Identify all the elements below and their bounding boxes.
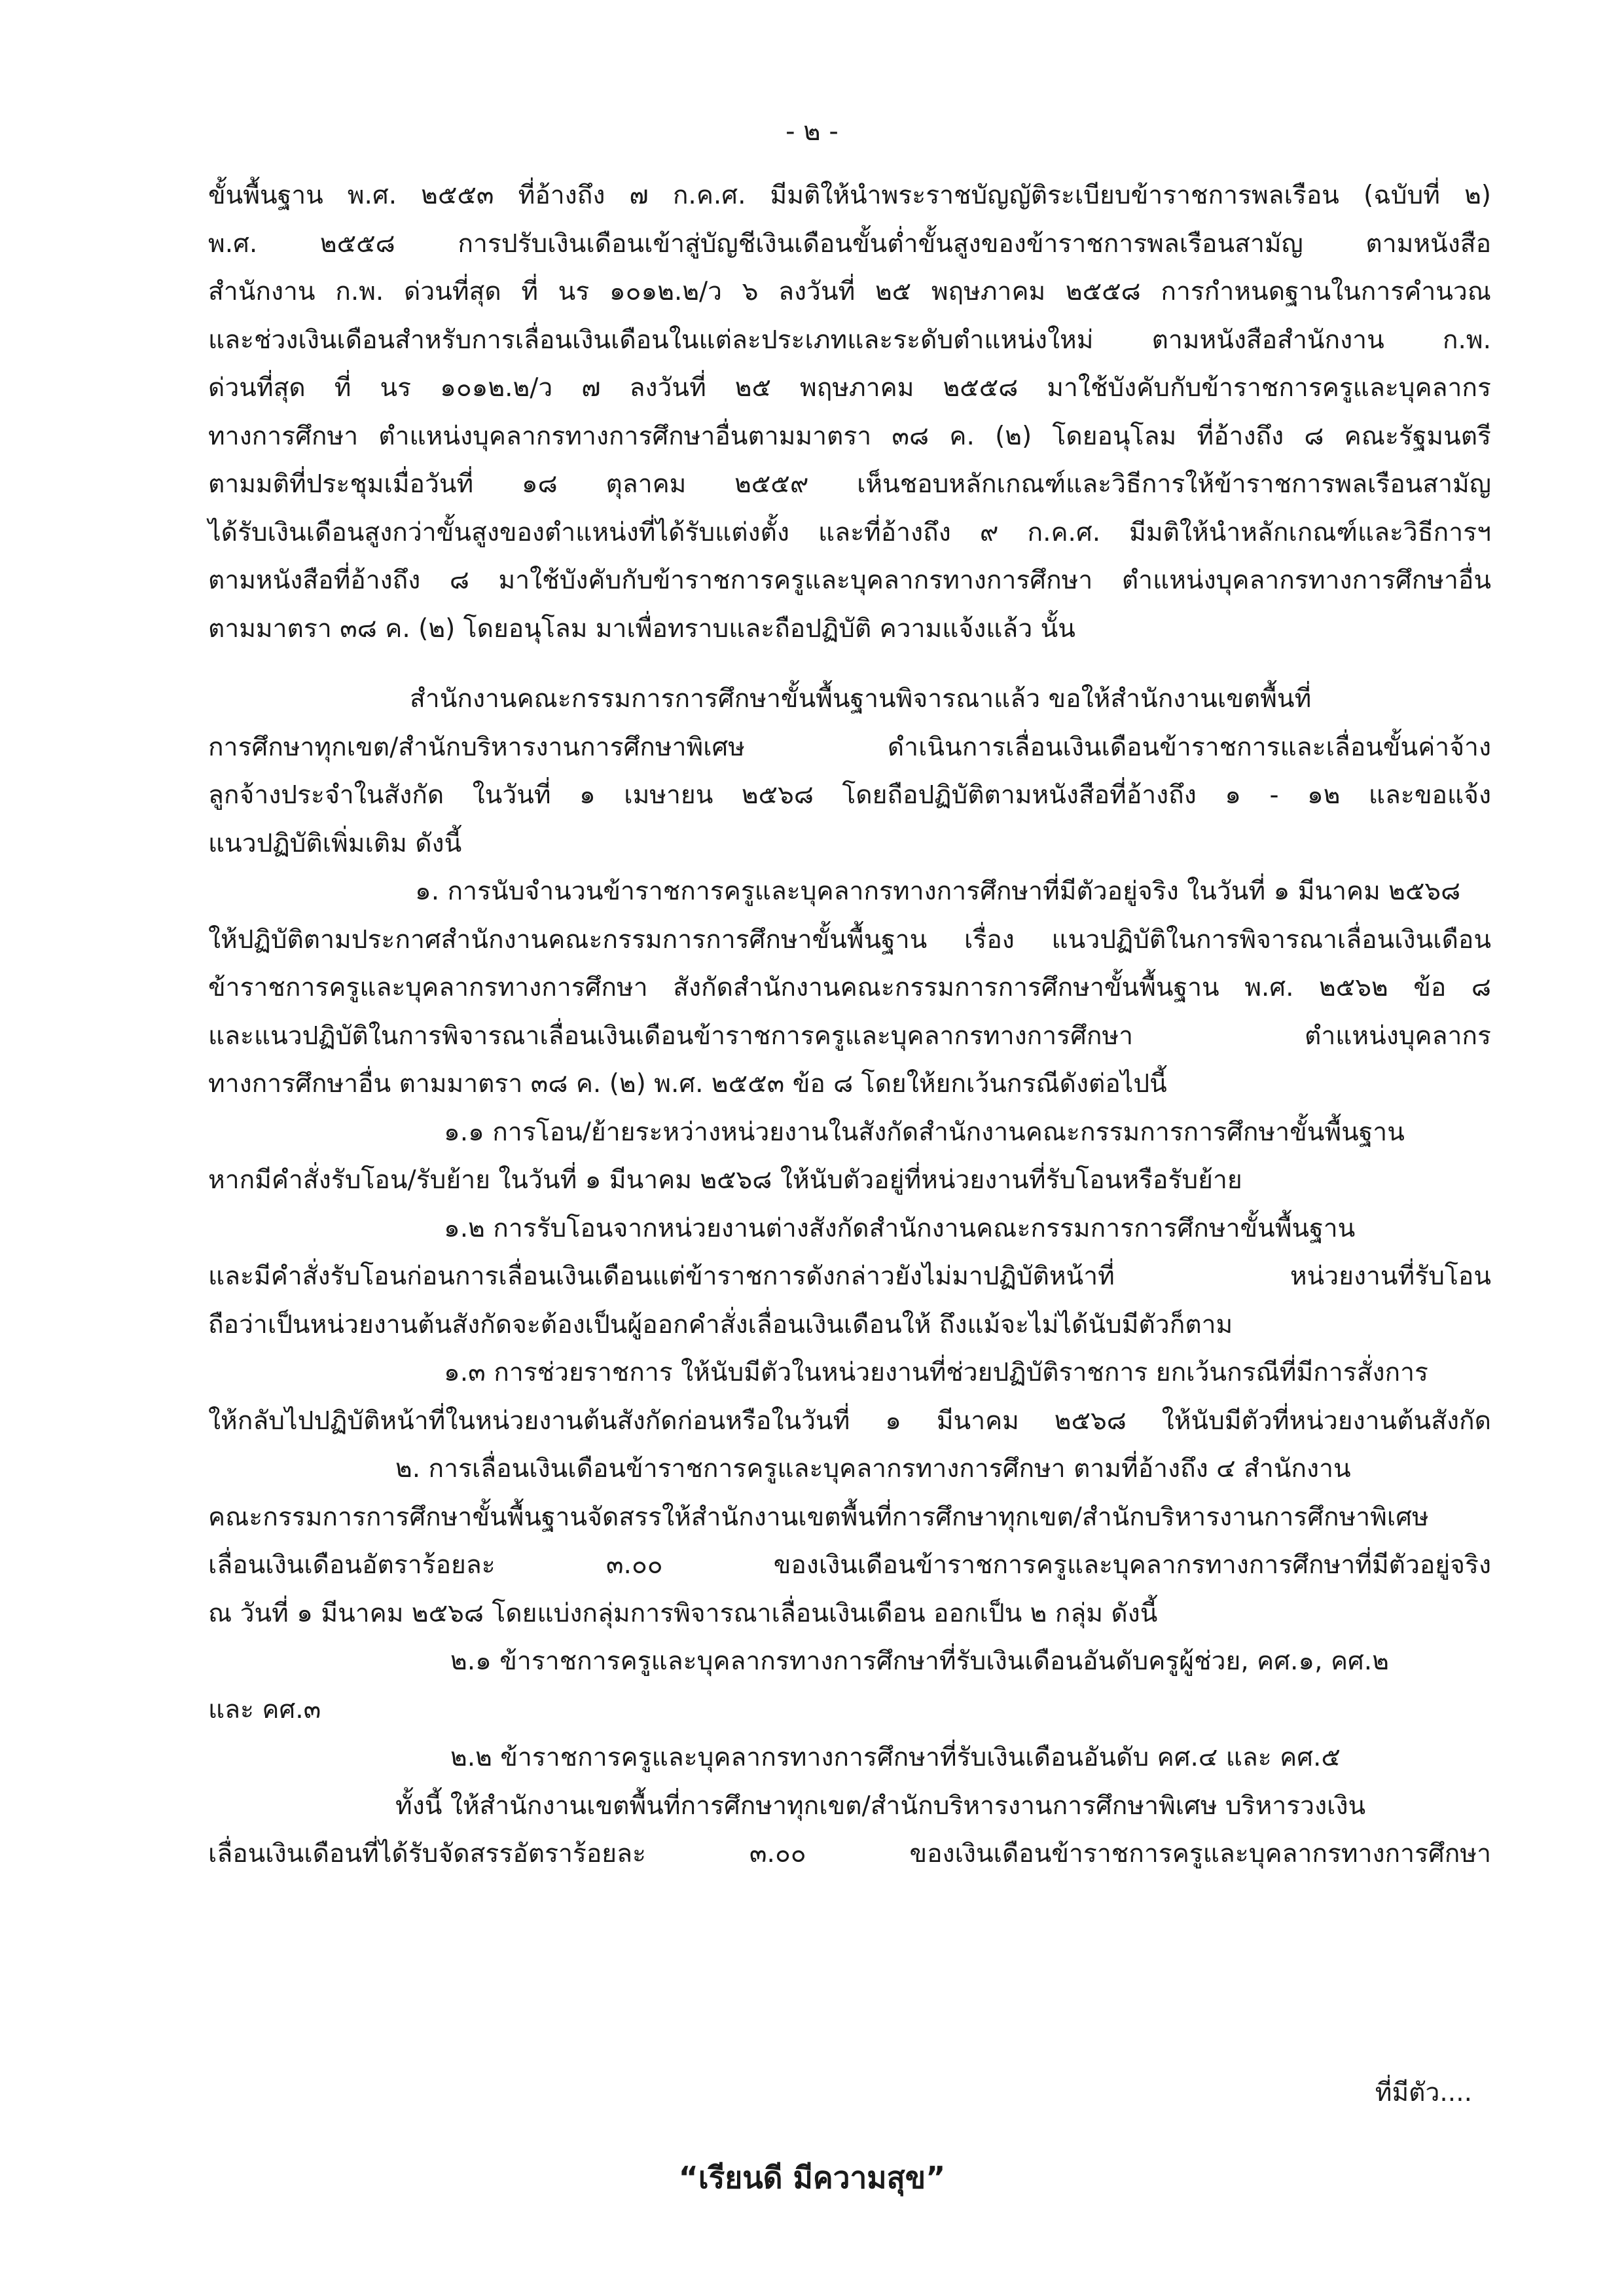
paragraph-item-1-1	[208, 1108, 1491, 1205]
text-line: ให้ปฏิบัติตามประกาศสำนักงานคณะกรรมการการศึกษาขั้นพื้นฐาน เรื่อง แนวปฏิบัติในการพิจารณาเลื่อนเงินเดือน	[208, 924, 1491, 955]
paragraph-item-1	[208, 867, 1491, 1108]
text-line: การศึกษาทุกเขต/สำนักบริหารงานการศึกษาพิเศษ ดำเนินการเลื่อนเงินเดือนข้าราชการและเลื่อนขั้นค่าจ้าง	[208, 732, 1491, 762]
paragraph-gap	[208, 653, 1491, 675]
text-line: ตามหนังสือที่อ้างถึง ๘ มาใช้บังคับกับข้าราชการครูและบุคลากรทางการศึกษา ตำแหน่งบุคลากรทางการศึกษาอื่น	[208, 566, 1491, 595]
text-line: พ.ศ. ๒๕๕๘ การปรับเงินเดือนเข้าสู่บัญชีเงินเดือนขั้นต่ำขั้นสูงของข้าราชการพลเรือนสามัญ ตามหนังสือ	[208, 228, 1491, 259]
text-line: ทางการศึกษาอื่น ตามมาตรา ๓๘ ค. (๒) พ.ศ. ๒๕๕๓ ข้อ ๘ โดยให้ยกเว้นกรณีดังต่อไปนี้	[208, 1069, 1167, 1099]
paragraph-item-2	[208, 1445, 1491, 1637]
text-line: ๒.๒ ข้าราชการครูและบุคลากรทางการศึกษาที่รับเงินเดือนอันดับ คศ.๔ และ คศ.๕	[450, 1743, 1341, 1772]
text-line: เลื่อนเงินเดือนอัตราร้อยละ ๓.๐๐ ของเงินเดือนข้าราชการครูและบุคลากรทางการศึกษาที่มีตัวอยู่จริง	[208, 1550, 1491, 1580]
text-line: ๑.๒ การรับโอนจากหน่วยงานต่างสังกัดสำนักงานคณะกรรมการการศึกษาขั้นพื้นฐาน	[444, 1213, 1356, 1243]
text-line: ทางการศึกษา ตำแหน่งบุคลากรทางการศึกษาอื่นตามมาตรา ๓๘ ค. (๒) โดยอนุโลม ที่อ้างถึง ๘ คณะรัฐมนตรี	[208, 421, 1491, 451]
text-line: ถือว่าเป็นหน่วยงานต้นสังกัดจะต้องเป็นผู้ออกคำสั่งเลื่อนเงินเดือนให้ ถึงแม้จะไม่ได้นับมีตัวก็ตาม	[208, 1309, 1233, 1339]
text-line: ทั้งนี้ ให้สำนักงานเขตพื้นที่การศึกษาทุกเขต/สำนักบริหารงานการศึกษาพิเศษ บริหารวงเงิน	[395, 1791, 1366, 1821]
text-line: และช่วงเงินเดือนสำหรับการเลื่อนเงินเดือนในแต่ละประเภทและระดับตำแหน่งใหม่ ตามหนังสือสำนักงาน ก.พ.	[208, 325, 1491, 355]
text-line: แนวปฏิบัติเพิ่มเติม ดังนี้	[208, 828, 462, 858]
text-line: ๒.๑ ข้าราชการครูและบุคลากรทางการศึกษาที่รับเงินเดือนอันดับครูผู้ช่วย, คศ.๑, คศ.๒	[450, 1647, 1389, 1676]
page-continuation: ที่มีตัว....	[1375, 2078, 1472, 2107]
paragraph-item-1-2	[208, 1205, 1491, 1349]
page-number: - ๒ -	[785, 117, 839, 147]
text-line: ๑. การนับจำนวนข้าราชการครูและบุคลากรทางการศึกษาที่มีตัวอยู่จริง ในวันที่ ๑ มีนาคม ๒๕๖๘	[415, 877, 1461, 906]
text-line: ลูกจ้างประจำในสังกัด ในวันที่ ๑ เมษายน ๒๕๖๘ โดยถือปฏิบัติตามหนังสือที่อ้างถึง ๑ - ๑๒ และขอแจ้ง	[208, 780, 1491, 810]
paragraph-item-1-3	[208, 1349, 1491, 1445]
text-line: ๑.๓ การช่วยราชการ ให้นับมีตัวในหน่วยงานที่ช่วยปฏิบัติราชการ ยกเว้นกรณีที่มีการสั่งการ	[444, 1358, 1428, 1387]
text-line: ขั้นพื้นฐาน พ.ศ. ๒๕๕๓ ที่อ้างถึง ๗ ก.ค.ศ. มีมติให้นำพระราชบัญญัติระเบียบข้าราชการพลเรือน (ฉบับที่ ๒)	[208, 181, 1491, 210]
text-line: ตามมาตรา ๓๘ ค. (๒) โดยอนุโลม มาเพื่อทราบและถือปฏิบัติ ความแจ้งแล้ว นั้น	[208, 613, 1075, 644]
text-line: คณะกรรมการการศึกษาขั้นพื้นฐานจัดสรรให้สำนักงานเขตพื้นที่การศึกษาทุกเขต/สำนักบริหารงานการศึกษาพิเศษ	[208, 1502, 1429, 1532]
footer-motto: “เรียนดี มีความสุข”	[678, 2160, 946, 2195]
document-body	[208, 172, 1491, 1878]
text-line: ณ วันที่ ๑ มีนาคม ๒๕๖๘ โดยแบ่งกลุ่มการพิจารณาเลื่อนเงินเดือน ออกเป็น ๒ กลุ่ม ดังนี้	[208, 1598, 1158, 1628]
text-line: ตามมติที่ประชุมเมื่อวันที่ ๑๘ ตุลาคม ๒๕๕๙ เห็นชอบหลักเกณฑ์และวิธีการให้ข้าราชการพลเรือนสามัญ	[208, 469, 1491, 499]
paragraph-instruction	[208, 675, 1491, 867]
text-line: และแนวปฏิบัติในการพิจารณาเลื่อนเงินเดือนข้าราชการครูและบุคลากรทางการศึกษา ตำแหน่งบุคลากร	[208, 1021, 1491, 1051]
text-line: หากมีคำสั่งรับโอน/รับย้าย ในวันที่ ๑ มีนาคม ๒๕๖๘ ให้นับตัวอยู่ที่หน่วยงานที่รับโอนหรือรับย้าย	[208, 1165, 1242, 1195]
text-line: สำนักงาน ก.พ. ด่วนที่สุด ที่ นร ๑๐๑๒.๒/ว ๖ ลงวันที่ ๒๕ พฤษภาคม ๒๕๕๘ การกำหนดฐานในการคำนวณ	[208, 277, 1491, 306]
text-line: และมีคำสั่งรับโอนก่อนการเลื่อนเงินเดือนแต่ข้าราชการดังกล่าวยังไม่มาปฏิบัติหน้าที่ หน่วยงานที่รับโอน	[208, 1262, 1491, 1291]
paragraph-item-2-2	[208, 1734, 1491, 1782]
text-line: ได้รับเงินเดือนสูงกว่าขั้นสูงของตำแหน่งที่ได้รับแต่งตั้ง และที่อ้างถึง ๙ ก.ค.ศ. มีมติให้นำหลักเกณฑ์และวิธีการฯ	[208, 517, 1491, 547]
text-line: ๑.๑ การโอน/ย้ายระหว่างหน่วยงานในสังกัดสำนักงานคณะกรรมการการศึกษาขั้นพื้นฐาน	[444, 1117, 1405, 1147]
text-line: เลื่อนเงินเดือนที่ได้รับจัดสรรอัตราร้อยละ ๓.๐๐ ของเงินเดือนข้าราชการครูและบุคลากรทางการศึกษา	[208, 1839, 1491, 1868]
paragraph-closing	[208, 1782, 1491, 1878]
text-line: ๒. การเลื่อนเงินเดือนข้าราชการครูและบุคลากรทางการศึกษา ตามที่อ้างถึง ๔ สำนักงาน	[395, 1454, 1351, 1484]
text-line: ด่วนที่สุด ที่ นร ๑๐๑๒.๒/ว ๗ ลงวันที่ ๒๕ พฤษภาคม ๒๕๕๘ มาใช้บังคับกับข้าราชการครูและบุคลากร	[208, 373, 1491, 403]
text-line: ให้กลับไปปฏิบัติหน้าที่ในหน่วยงานต้นสังกัดก่อนหรือในวันที่ ๑ มีนาคม ๒๕๖๘ ให้นับมีตัวที่หน่วยงานต้นสังกัด	[208, 1406, 1491, 1436]
text-line: ข้าราชการครูและบุคลากรทางการศึกษา สังกัดสำนักงานคณะกรรมการการศึกษาขั้นพื้นฐาน พ.ศ. ๒๕๖๒ ข้อ ๘	[208, 973, 1491, 1002]
paragraph-item-2-1	[208, 1637, 1491, 1734]
paragraph-references	[208, 172, 1491, 653]
text-line: สำนักงานคณะกรรมการการศึกษาขั้นพื้นฐานพิจารณาแล้ว ขอให้สำนักงานเขตพื้นที่	[410, 684, 1312, 714]
text-line: และ คศ.๓	[208, 1694, 321, 1724]
